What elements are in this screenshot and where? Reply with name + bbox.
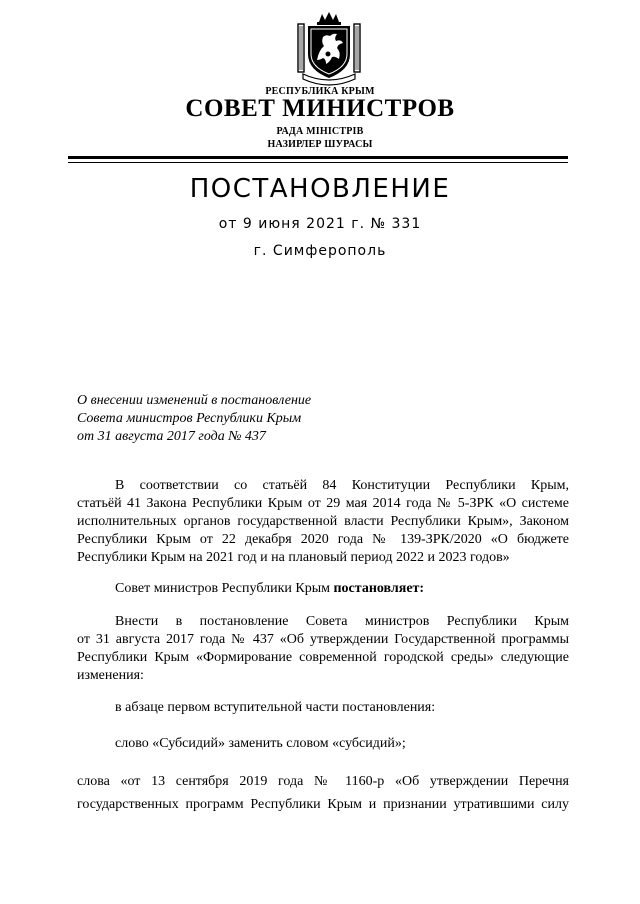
paragraph-first-clause bbox=[77, 699, 569, 717]
date-number: от 9 июня 2021 г. № 331 bbox=[218, 216, 422, 232]
paragraph-line: Республики Крым «Формирование современной городской среды» следующие bbox=[77, 650, 569, 665]
republic-header: РЕСПУБЛИКА КРЫМ bbox=[265, 86, 375, 97]
subject-line: О внесении изменений в постановление bbox=[77, 393, 312, 408]
subject-line: Совета министров Республики Крым bbox=[77, 411, 302, 426]
council-ukrainian: РАДА МІНІСТРІВ bbox=[276, 126, 364, 137]
paragraph-line: Республики Крым на 2021 год и на плановый период 2022 и 2023 годов» bbox=[77, 550, 510, 565]
council-crimean-tatar: НАЗИРЛЕР ШУРАСЫ bbox=[267, 139, 373, 150]
paragraph-legal-basis bbox=[77, 477, 569, 567]
paragraph-line bbox=[77, 580, 569, 598]
resolves-text: Совет министров Республики Крым bbox=[115, 581, 334, 596]
resolves-bold: постановляет: bbox=[333, 581, 425, 596]
paragraph-line: изменения: bbox=[77, 668, 144, 683]
document-type-title: ПОСТАНОВЛЕНИЕ bbox=[189, 174, 451, 204]
paragraph-resolves bbox=[77, 580, 569, 598]
header-rule-thin bbox=[68, 162, 568, 163]
paragraph-line: в абзаце первом вступительной части постановления: bbox=[115, 700, 436, 715]
subject-line: от 31 августа 2017 года № 437 bbox=[77, 429, 266, 444]
paragraph-line: от 31 августа 2017 года № 437 «Об утверждении Государственной программы bbox=[77, 632, 569, 647]
paragraph-amendment bbox=[77, 613, 569, 685]
paragraph-line: государственных программ Республики Крым и признании утратившими силу bbox=[77, 797, 569, 812]
paragraph-line: слово «Субсидий» заменить словом «субсидий»; bbox=[115, 736, 406, 751]
council-header: СОВЕТ МИНИСТРОВ bbox=[185, 95, 455, 122]
paragraph-line: В соответствии со статьёй 84 Конституции Республики Крым, bbox=[115, 478, 569, 493]
paragraph-line: статьёй 41 Закона Республики Крым от 29 мая 2014 года № 5-ЗРК «О системе bbox=[77, 496, 569, 511]
header-rule-thick bbox=[68, 156, 568, 159]
city: г. Симферополь bbox=[253, 243, 387, 259]
paragraph-line: слова «от 13 сентября 2019 года № 1160-р «Об утверждении Перечня bbox=[77, 774, 569, 789]
paragraph-word-replace bbox=[77, 735, 569, 753]
paragraph-line: исполнительных органов государственной власти Республики Крым», Законом bbox=[77, 514, 569, 529]
paragraph-words-replace bbox=[77, 770, 569, 816]
crimea-coat-of-arms-icon bbox=[297, 12, 361, 86]
paragraph-line: Республики Крым от 22 декабря 2020 года № 139-ЗРК/2020 «О бюджете bbox=[77, 532, 569, 547]
document-subject bbox=[77, 392, 311, 446]
paragraph-line: Внести в постановление Совета министров Республики Крым bbox=[115, 614, 569, 629]
